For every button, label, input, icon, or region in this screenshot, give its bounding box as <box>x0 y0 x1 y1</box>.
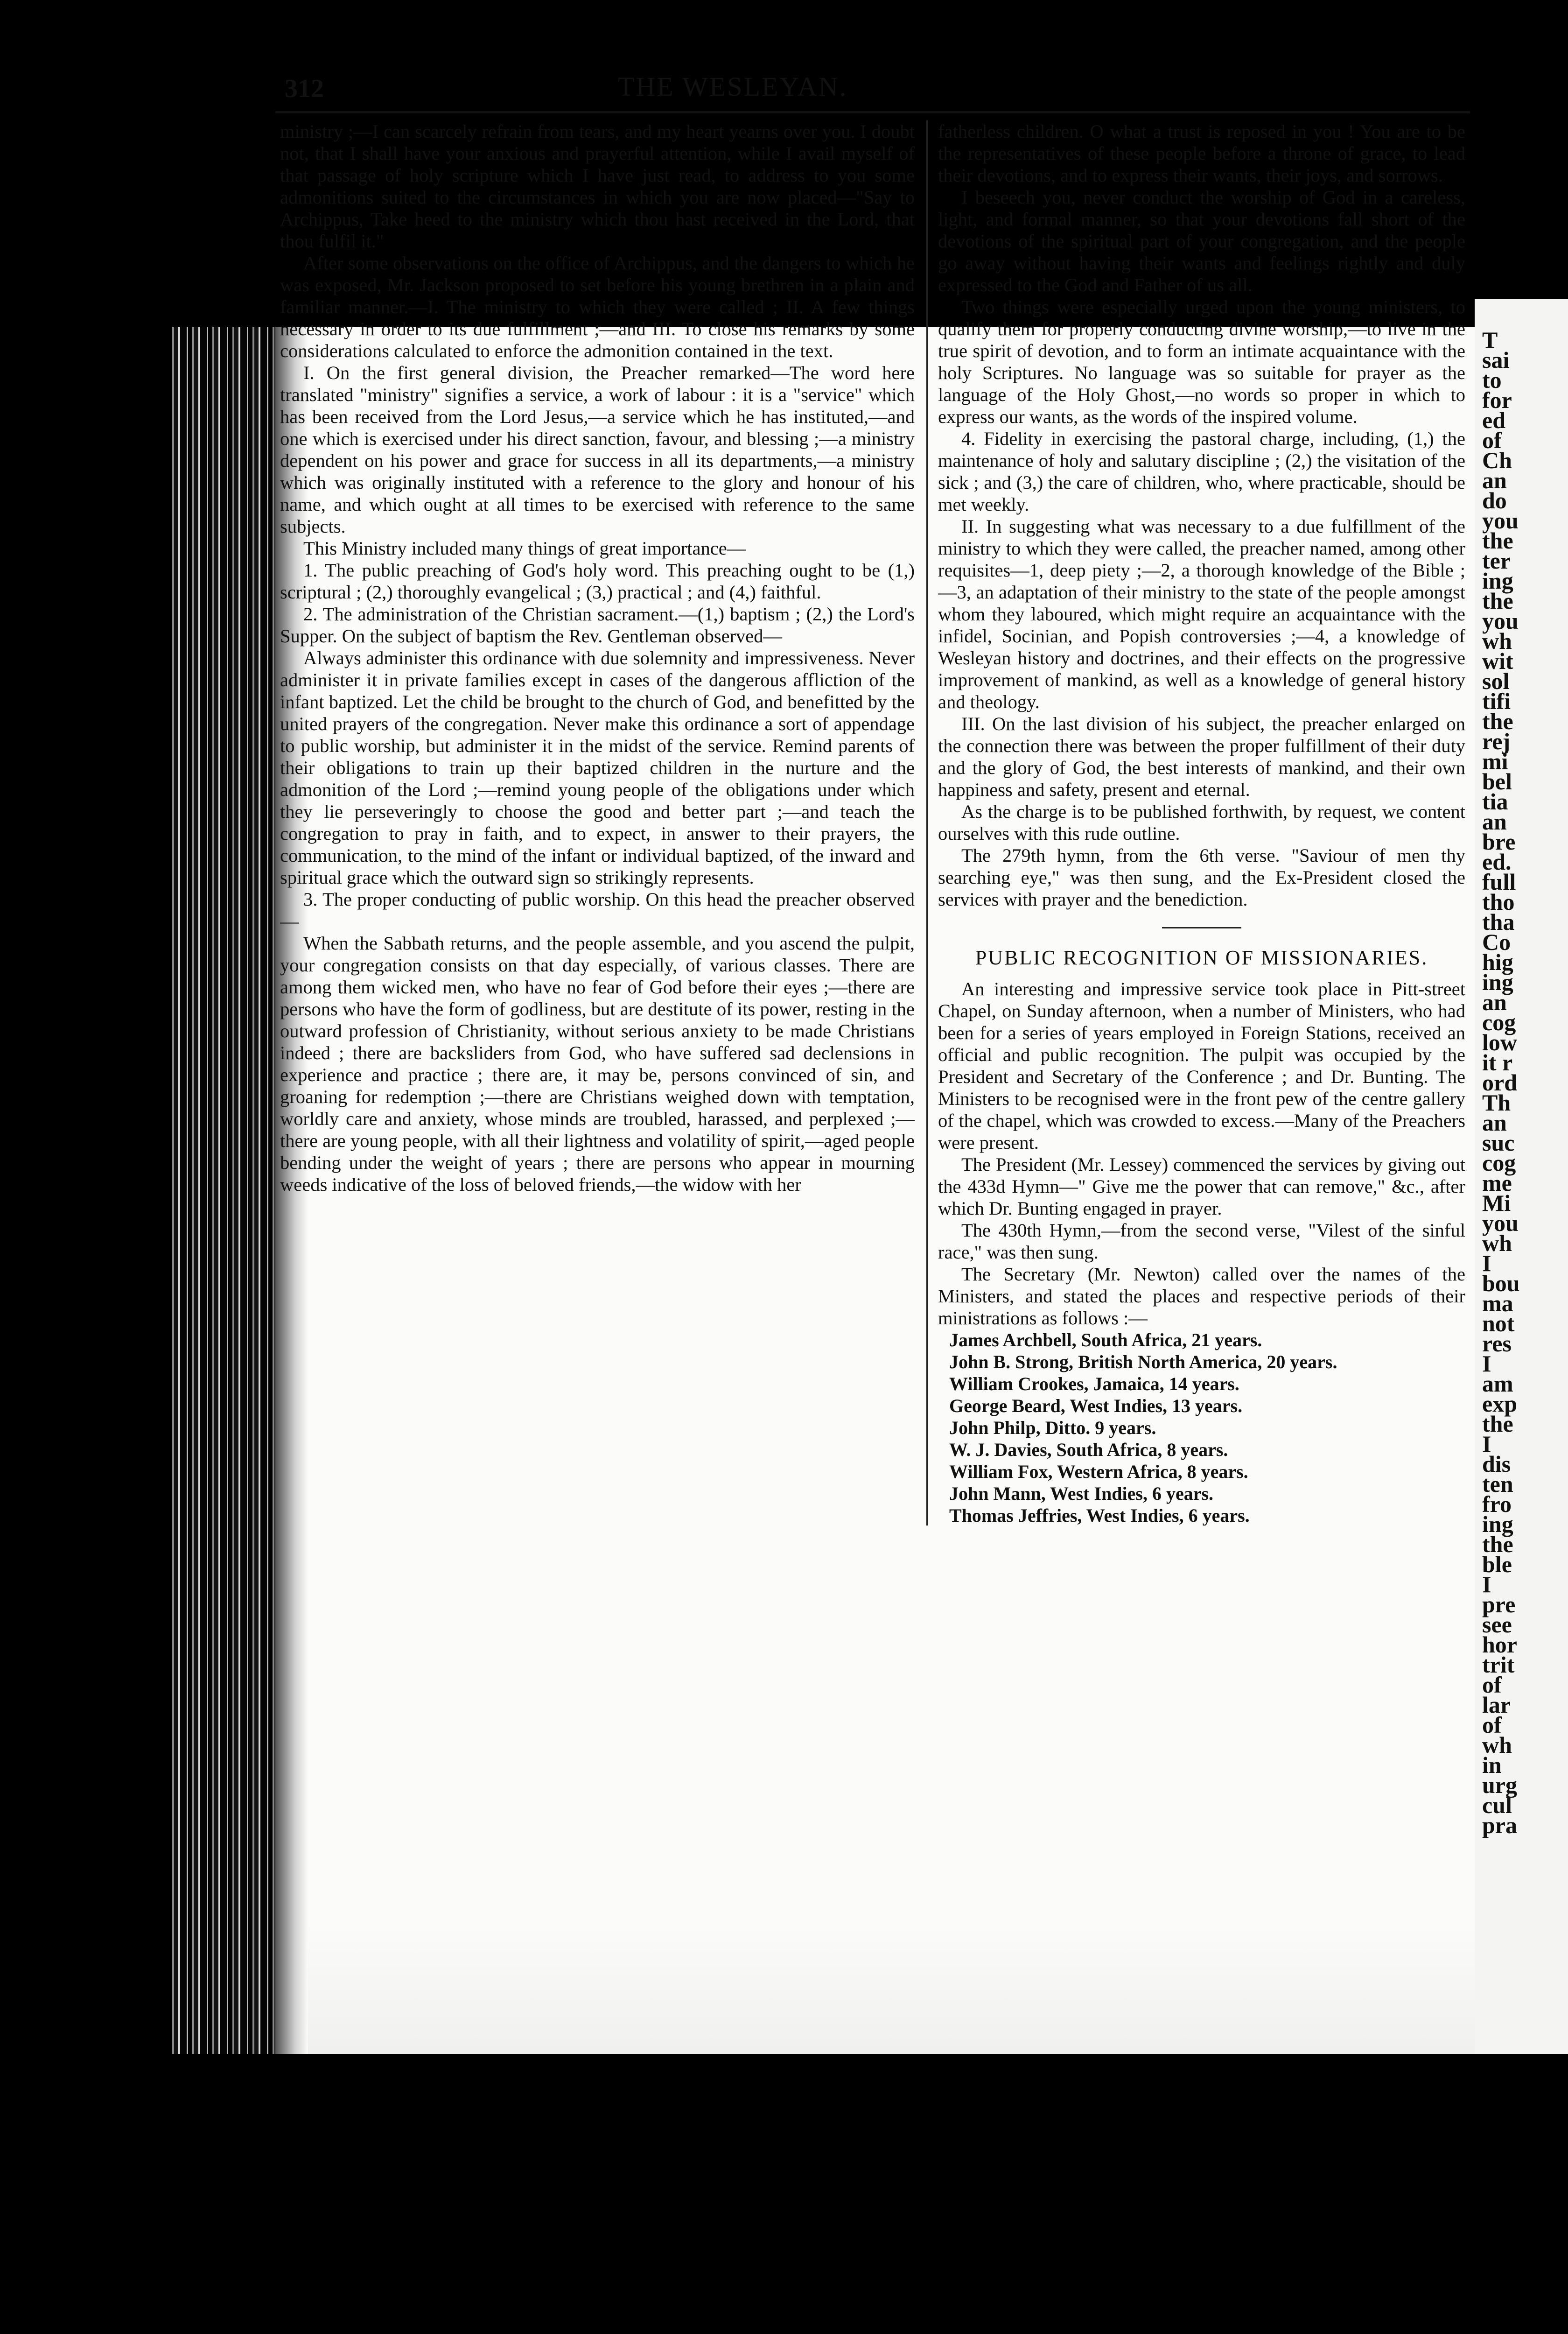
bottom-margin <box>308 1923 1475 2054</box>
paragraph: fatherless children. O what a trust is reposed in you ! You are to be the representatives of these people before a throne of grace, to lead their devotions, and to express their wants, their joys, and sorrows. <box>938 121 1465 186</box>
facing-page-fragment: wh <box>1482 1230 1512 1256</box>
paragraph: 3. The proper conducting of public worship. On this head the preacher observed— <box>280 889 915 932</box>
facing-page-fragment: ing <box>1482 969 1513 995</box>
facing-page-fragment: the <box>1482 1531 1513 1557</box>
section-rule <box>1162 927 1241 928</box>
facing-page-fragment: for <box>1482 387 1512 413</box>
facing-page-fragment: ord <box>1482 1069 1517 1096</box>
paragraph: 2. The administration of the Christian sacrament.—(1,) baptism ; (2,) the Lord's Supper. On the subject of baptism the Rev. Gentleman observed— <box>280 604 915 647</box>
facing-page-fragment: bel <box>1482 768 1512 794</box>
facing-page-fragment: ed. <box>1482 849 1512 875</box>
missionary-entry: William Fox, Western Africa, 8 years. <box>949 1461 1248 1482</box>
facing-page-fragment: tifi <box>1482 688 1511 714</box>
facing-page-fragment: the <box>1482 588 1513 614</box>
column-divider <box>926 120 928 1526</box>
missionary-entry: James Archbell, South Africa, 21 years. <box>949 1329 1262 1350</box>
missionary-entry: John Philp, Ditto. 9 years. <box>949 1417 1156 1438</box>
facing-page-fragment: you <box>1482 1210 1519 1236</box>
paragraph: After some observations on the office of Archippus, and the dangers to which he was exposed, Mr. Jackson proposed to set before his young brethren in a plain and familiar manner.—I. The ministry to which they were called ; II. A few things necessary in order to its due fulfillment ;—and III. To close his remarks by some considerations calculated to enforce the admonition contained in the text. <box>280 253 915 361</box>
facing-page-fragment: T <box>1482 327 1498 353</box>
facing-page-fragment: an <box>1482 1110 1507 1136</box>
facing-page-fragment: ing <box>1482 568 1513 594</box>
paragraph: The 279th hymn, from the 6th verse. "Saviour of men thy searching eye," was then sung, and the Ex-President closed the services with prayer and the benediction. <box>938 845 1465 910</box>
facing-page-fragment: am <box>1482 1371 1513 1397</box>
facing-page-fragment: I <box>1482 1250 1491 1276</box>
right-column-lower-text <box>938 978 1465 1329</box>
facing-page-fragment: cul <box>1482 1792 1512 1818</box>
paragraph: I. On the first general division, the Preacher remarked—The word here translated "ministry" signifies a service, a work of labour : it is a "service" which has been received from the Lord Jesus,—a service which he has instituted,—and one which is exercised under his direct sanction, favour, and blessing ;—a ministry dependent on his power and grace for success in all its departments,—a ministry which was originally instituted with a reference to the glory and honour of his name, and which ought at all times to be exercised with reference to the same subjects. <box>280 362 915 537</box>
facing-page-fragment: rej <box>1482 728 1511 754</box>
facing-page-fragment: I <box>1482 1431 1491 1457</box>
facing-page-fragment: low <box>1482 1029 1517 1055</box>
facing-page-fragment: ing <box>1482 1511 1513 1537</box>
facing-page-fragment: it r <box>1482 1049 1513 1076</box>
facing-page-fragment: an <box>1482 467 1507 493</box>
facing-page-fragment: I <box>1482 1350 1491 1377</box>
paragraph: Always administer this ordinance with due solemnity and impressiveness. Never administer it in private families except in cases of the dangerous affliction of the infant baptized. Let the child be brought to the church of God, and benefitted by the united prayers of the congregation. Never make this ordinance a sort of appendage to public worship, but administer it in the midst of the service. Remind parents of their obligations to train up their baptized children in the nurture and the admonition of the Lord ;—remind young people of the obligations under which they lie perseveringly to choose the good and better part ;—and teach the congregation to pray in faith, and to expect, in answer to their prayers, the communication, to the mind of the infant or individual baptized, of the inward and spiritual grace which the outward sign so strikingly represents. <box>280 647 915 888</box>
facing-page-fragment: pra <box>1482 1812 1517 1838</box>
facing-page-fragment: an <box>1482 989 1507 1015</box>
paragraph: The Secretary (Mr. Newton) called over the names of the Ministers, and stated the places and respective periods of their ministrations as follows :— <box>938 1264 1465 1329</box>
facing-page-fragment: wh <box>1482 1732 1512 1758</box>
facing-page-fragment: Mi <box>1482 1190 1511 1216</box>
paragraph: This Ministry included many things of great importance— <box>303 538 746 559</box>
facing-page-fragment: hig <box>1482 949 1513 975</box>
facing-page-fragment: hor <box>1482 1631 1517 1658</box>
facing-page-fragment: Co <box>1482 929 1511 955</box>
paragraph: As the charge is to be published forthwith, by request, we content ourselves with this rude outline. <box>938 801 1465 844</box>
facing-page-fragment: an <box>1482 808 1507 835</box>
facing-page-fragment: of <box>1482 427 1502 453</box>
facing-page-fragment: trit <box>1482 1652 1515 1678</box>
facing-page-fragment: suc <box>1482 1130 1515 1156</box>
facing-page-fragment: cog <box>1482 1150 1516 1176</box>
facing-page-fragment: sai <box>1482 347 1510 373</box>
header-rule <box>275 111 1470 113</box>
missionary-entry: William Crookes, Jamaica, 14 years. <box>949 1373 1239 1394</box>
facing-page-fragment: ed <box>1482 407 1505 433</box>
paragraph: The President (Mr. Lessey) commenced the services by giving out the 433d Hymn—" Give me the power that can remove," &c., after which Dr. Bunting engaged in prayer. <box>938 1154 1465 1219</box>
missionary-entry: John B. Strong, British North America, 20 years. <box>949 1351 1337 1372</box>
facing-page-fragment: full <box>1482 869 1516 895</box>
right-column <box>938 120 1465 1526</box>
missionary-list <box>938 1329 1465 1526</box>
facing-page-fragment: I <box>1482 1571 1491 1597</box>
facing-page-fragment: fro <box>1482 1491 1512 1517</box>
facing-page-fragment: you <box>1482 608 1519 634</box>
facing-page-fragment: ma <box>1482 1290 1513 1316</box>
facing-page-fragment: ble <box>1482 1551 1512 1577</box>
facing-page-fragment: do <box>1482 487 1507 513</box>
facing-page-fragment: tho <box>1482 889 1515 915</box>
facing-page-fragment: exp <box>1482 1391 1517 1417</box>
facing-page-fragment: the <box>1482 527 1513 554</box>
missionary-entry: Thomas Jeffries, West Indies, 6 years. <box>949 1505 1250 1526</box>
section-heading: PUBLIC RECOGNITION OF MISSIONARIES. <box>975 946 1428 969</box>
book-spine <box>168 327 275 2054</box>
missionary-entry: George Beard, West Indies, 13 years. <box>949 1395 1243 1416</box>
paragraph: Two things were especially urged upon the young ministers, to qualify them for properly conducting divine worship,—to live in the true spirit of devotion, and to form an intimate acquaintance with the holy Scriptures. No language was so suitable for prayer as the language of the Holy Ghost,—no words so proper in which to express our wants, as the words of the inspired volume. <box>938 296 1465 427</box>
facing-page-fragment: urg <box>1482 1772 1517 1798</box>
facing-page-fragment: tia <box>1482 788 1508 815</box>
facing-page-fragment: me <box>1482 1170 1512 1196</box>
facing-page-fragment: ter <box>1482 548 1511 574</box>
right-column-upper-text <box>938 120 1465 910</box>
facing-page-fragment: bou <box>1482 1270 1520 1296</box>
facing-page-fragment: see <box>1482 1611 1512 1638</box>
facing-page-fragment: dis <box>1482 1451 1511 1477</box>
facing-page-fragment: cog <box>1482 1009 1516 1035</box>
facing-page-fragment: tha <box>1482 909 1515 935</box>
paragraph: III. On the last division of his subject, the preacher enlarged on the connection there was between the proper fulfillment of their duty and the glory of God, the best interests of mankind, and their own happiness and safety, present and eternal. <box>938 713 1465 800</box>
facing-page-fragment: of <box>1482 1712 1502 1738</box>
left-column <box>280 120 915 1526</box>
facing-page-fragment: to <box>1482 367 1502 393</box>
facing-page-fragment: the <box>1482 1411 1513 1437</box>
facing-page-fragment: pre <box>1482 1591 1516 1617</box>
facing-page-fragment: you <box>1482 507 1519 534</box>
facing-page-fragment: of <box>1482 1672 1502 1698</box>
facing-page-fragment: Th <box>1482 1090 1511 1116</box>
paragraph: An interesting and impressive service took place in Pitt-street Chapel, on Sunday afternoon, when a number of Ministers, who had been for a series of years employed in Foreign Stations, received an official and public recognition. The pulpit was occupied by the President and Secretary of the Conference ; and Dr. Bunting. The Ministers to be recognised were in the front pew of the centre gallery of the chapel, which was crowded to excess.—Many of the Preachers were present. <box>938 978 1465 1153</box>
facing-page-fragment: bre <box>1482 829 1516 855</box>
paragraph: 4. Fidelity in exercising the pastoral charge, including, (1,) the maintenance of holy and salutary discipline ; (2,) the visitation of the sick ; and (3,) the care of children, who, where practicable, should be met weekly. <box>938 428 1465 515</box>
facing-page-fragment: ten <box>1482 1471 1513 1497</box>
facing-page-fragment: lar <box>1482 1692 1511 1718</box>
facing-page-fragment: the <box>1482 708 1513 734</box>
paragraph: ministry ;—I can scarcely refrain from tears, and my heart yearns over you. I doubt not, that I shall have your anxious and prayerful attention, while I avail myself of that passage of holy scripture which I have just read, to address to you some admonitions suited to the circumstances in which you are now placed—"Say to Archippus, Take heed to the ministry which thou hast received in the Lord, that thou fulfil it." <box>280 121 915 252</box>
facing-page-fragment: wit <box>1482 648 1513 674</box>
facing-page-fragment: in <box>1482 1752 1502 1778</box>
facing-page-fragment: sol <box>1482 668 1510 694</box>
facing-page-fragment: wh <box>1482 628 1512 654</box>
facing-page-fragment: res <box>1482 1330 1512 1357</box>
paragraph: II. In suggesting what was necessary to a due fulfillment of the ministry to which they were called, the preacher named, among other requisites—1, deep piety ;—2, a thorough knowledge of the Bible ;—3, an adaptation of their ministry to the state of the people amongst whom they laboured, which might require an acquaintance with the infidel, Socinian, and Popish controversies ;—4, a knowledge of Wesleyan history and doctrines, and their effects on the progressive improvement of mankind, as well as a knowledge of general history and theology. <box>938 516 1465 712</box>
paragraph: The 430th Hymn,—from the second verse, "Vilest of the sinful race," was then sung. <box>938 1220 1465 1263</box>
page-number: 312 <box>285 74 324 103</box>
paragraph: When the Sabbath returns, and the people assemble, and you ascend the pulpit, your congregation consists on that day especially, of various classes. There are among them wicked men, who have no fear of God before their eyes ;—there are persons who have the form of godliness, but are destitute of its power, resting in the outward profession of Christianity, without serious anxiety to be made Christians indeed ; there are backsliders from God, who have suffered sad declensions in experience and practice ; there are, it may be, persons convinced of sin, and groaning for redemption ;—there are Christians weighed down with temptation, worldly care and anxiety, whose minds are troubled, harassed, and perplexed ;—there are young people, with all their lightness and volatility of spirit,—aged people bending under the weight of years ; there are persons who appear in mourning weeds indicative of the loss of beloved friends,—the widow with her <box>280 933 915 1195</box>
missionary-entry: John Mann, West Indies, 6 years. <box>949 1483 1214 1504</box>
facing-page-edge <box>1475 299 1568 2054</box>
facing-page-fragment: mi <box>1482 748 1508 774</box>
missionary-entry: W. J. Davies, South Africa, 8 years. <box>949 1439 1228 1460</box>
running-title: THE WESLEYAN. <box>617 71 848 102</box>
paragraph: 1. The public preaching of God's holy word. This preaching ought to be (1,) scriptural ; (2,) thoroughly evangelical ; (3,) practical ; and (4,) faithful. <box>280 560 915 603</box>
facing-page-fragment: not <box>1482 1310 1515 1336</box>
facing-page-fragment: Ch <box>1482 447 1512 473</box>
paragraph: I beseech you, never conduct the worship of God in a careless, light, and formal manner, so that your devotions fall short of the devotions of the spiritual part of your congregation, and the people go away without having their wants and feelings rightly and duly expressed to the God and Father of us all. <box>938 187 1465 295</box>
